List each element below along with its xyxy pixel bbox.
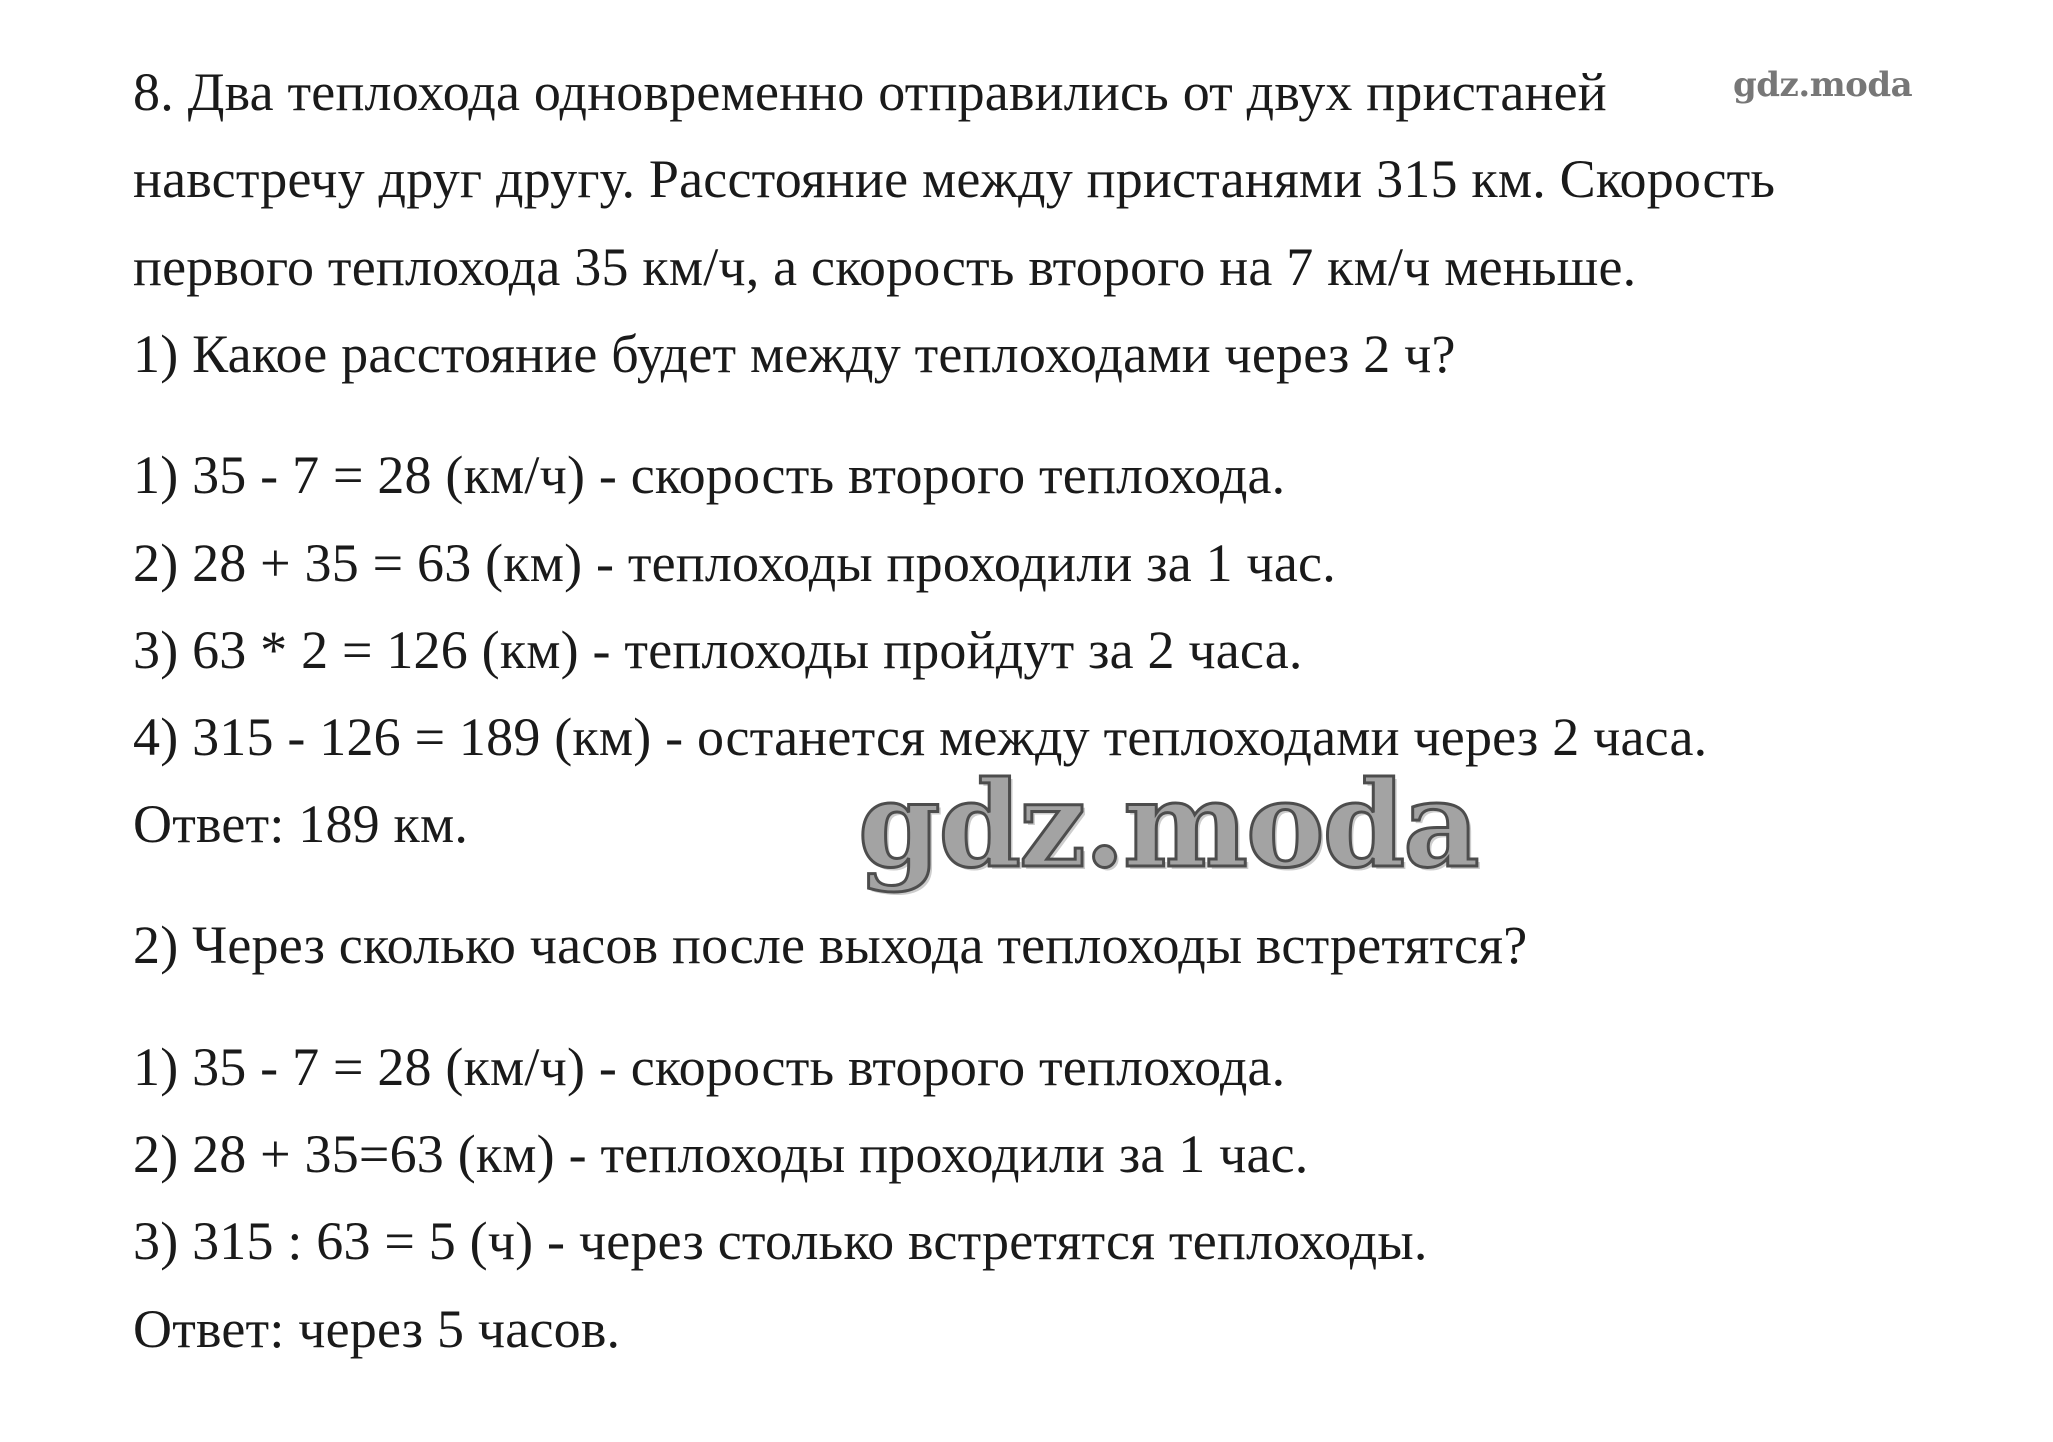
problem-line-1: 8. Два теплохода одновременно отправились от двух пристаней (133, 62, 1607, 122)
solution1-step-4: 4) 315 - 126 = 189 (км) - останется между теплоходами через 2 часа. (133, 707, 1708, 767)
problem-line-3: первого теплохода 35 км/ч, а скорость второго на 7 км/ч меньше. (133, 237, 1637, 297)
solution1-step-1: 1) 35 - 7 = 28 (км/ч) - скорость второго теплохода. (133, 445, 1286, 505)
solution2-step-2: 2) 28 + 35=63 (км) - теплоходы проходили за 1 час. (133, 1124, 1309, 1184)
solution1-step-3: 3) 63 * 2 = 126 (км) - теплоходы пройдут за 2 часа. (133, 620, 1303, 680)
solution2-step-1: 1) 35 - 7 = 28 (км/ч) - скорость второго теплохода. (133, 1037, 1286, 1097)
solution1-step-2: 2) 28 + 35 = 63 (км) - теплоходы проходили за 1 час. (133, 533, 1336, 593)
solution2-answer: Ответ: через 5 часов. (133, 1299, 621, 1359)
question-2: 2) Через сколько часов после выхода теплоходы встретятся? (133, 915, 1528, 975)
problem-line-2: навстречу друг другу. Расстояние между пристанями 315 км. Скорость (133, 149, 1776, 209)
solution2-step-3: 3) 315 : 63 = 5 (ч) - через столько встретятся теплоходы. (133, 1211, 1428, 1271)
question-1: 1) Какое расстояние будет между теплоходами через 2 ч? (133, 324, 1456, 384)
solution1-answer: Ответ: 189 км. (133, 794, 469, 854)
watermark-large: gdz.moda (858, 755, 1478, 894)
watermark-small: gdz.moda (1733, 65, 1913, 105)
